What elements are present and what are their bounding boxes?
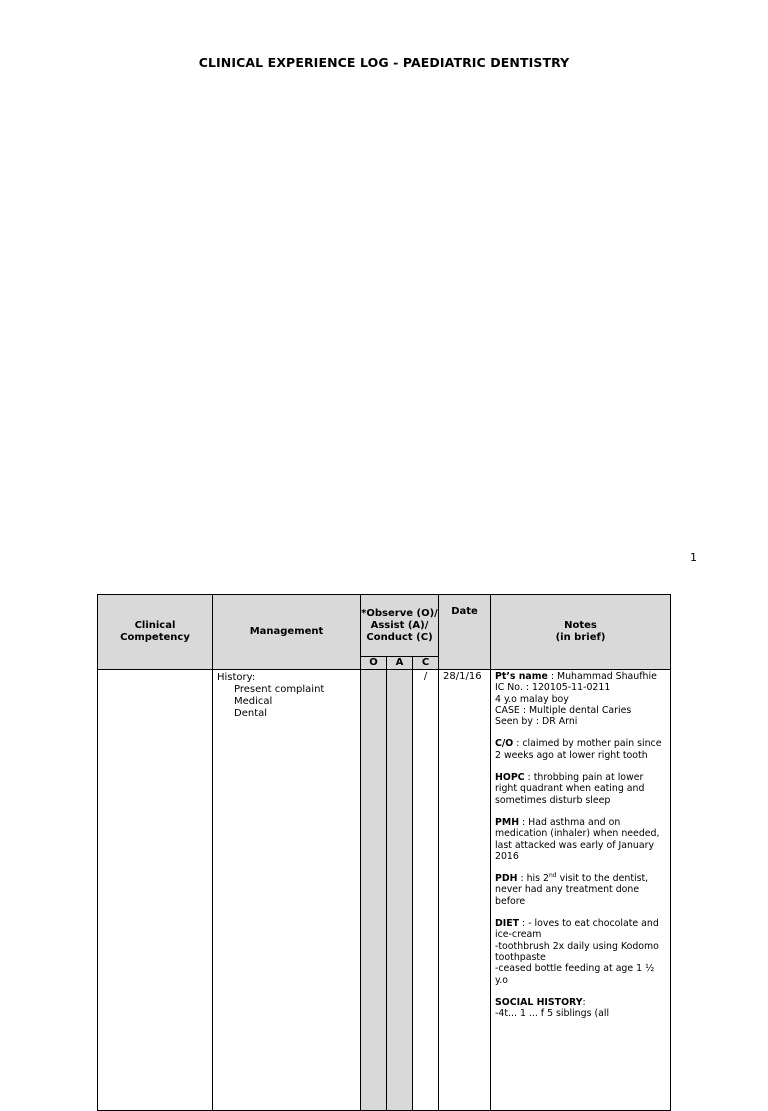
social-history (495, 997, 666, 1020)
pdh-text-cont: visit to the dentist, never had any treatment done before (495, 873, 649, 907)
co-text: : claimed by mother pain since 2 weeks ago at lower right tooth (495, 738, 662, 761)
diet-line: -ceased bottle feeding at age 1 ½ y.o (495, 963, 655, 986)
header-notes-sublabel: (in brief) (555, 632, 606, 643)
chief-complaint (495, 738, 666, 761)
social-text: -4t... 1 ... f 5 siblings (all (495, 1008, 610, 1020)
management-item: Present complaint (234, 684, 325, 695)
management-title: History: (217, 672, 256, 683)
diet-label: DIET (495, 918, 520, 930)
document-title: CLINICAL EXPERIENCE LOG - PAEDIATRIC DENTISTRY (198, 55, 570, 70)
header-date: Date (439, 595, 491, 670)
pmh-text: : Had asthma and on medication (inhaler) when needed, last attacked was early of January 2016 (495, 816, 660, 862)
header-clinical-competency: Clinical Competency (98, 595, 213, 670)
ic-number: IC No. : 120105-11-0211 (495, 682, 611, 694)
hopc-text: : throbbing pain at lower right quadrant when eating and sometimes disturb sleep (495, 772, 645, 806)
management-item: Dental (234, 708, 268, 719)
case-description: CASE : Multiple dental Caries (495, 704, 632, 716)
pdh-text: : his 2 (517, 873, 549, 885)
header-row (98, 595, 671, 657)
header-assist: A (387, 657, 413, 670)
pmh-label: PMH (495, 816, 520, 828)
diet-line: : - loves to eat chocolate and ice-cream (495, 918, 659, 941)
management-cell (213, 670, 361, 1111)
pdh-label: PDH (495, 873, 518, 885)
social-colon: : (582, 996, 586, 1008)
hopc-label: HOPC (495, 772, 525, 784)
table-row (98, 670, 671, 1111)
header-observe: O (361, 657, 387, 670)
patient-name-label: Pt’s name (495, 671, 548, 682)
conduct-mark: / (423, 671, 428, 682)
seen-by: Seen by : DR Arni (495, 716, 578, 728)
date-value: 28/1/16 (443, 671, 482, 682)
pdh (495, 873, 666, 907)
header-observe-assist-conduct: *Observe (O)/ Assist (A)/ Conduct (C) (361, 595, 439, 657)
conduct-cell (413, 670, 439, 1111)
pmh (495, 817, 666, 862)
hopc (495, 772, 666, 806)
pdh-ordinal: nd (549, 872, 557, 880)
diet (495, 918, 666, 986)
social-label: SOCIAL HISTORY (495, 996, 583, 1008)
management-item: Medical (234, 696, 273, 707)
header-management: Management (213, 595, 361, 670)
date-cell (439, 670, 491, 1111)
header-notes (491, 595, 671, 670)
diet-line: -toothbrush 2x daily using Kodomo toothpaste (495, 940, 659, 963)
header-conduct: C (413, 657, 439, 670)
header-notes-label: Notes (564, 620, 597, 631)
co-label: C/O (495, 738, 514, 750)
patient-age: 4 y.o malay boy (495, 693, 569, 705)
clinical-log-table (97, 594, 671, 1111)
notes-cell (491, 670, 671, 1111)
patient-details (495, 671, 666, 727)
observe-cell (361, 670, 387, 1111)
assist-cell (387, 670, 413, 1111)
competency-cell (98, 670, 213, 1111)
patient-name: : Muhammad Shaufhie (547, 671, 657, 682)
page-number: 1 (690, 551, 697, 564)
